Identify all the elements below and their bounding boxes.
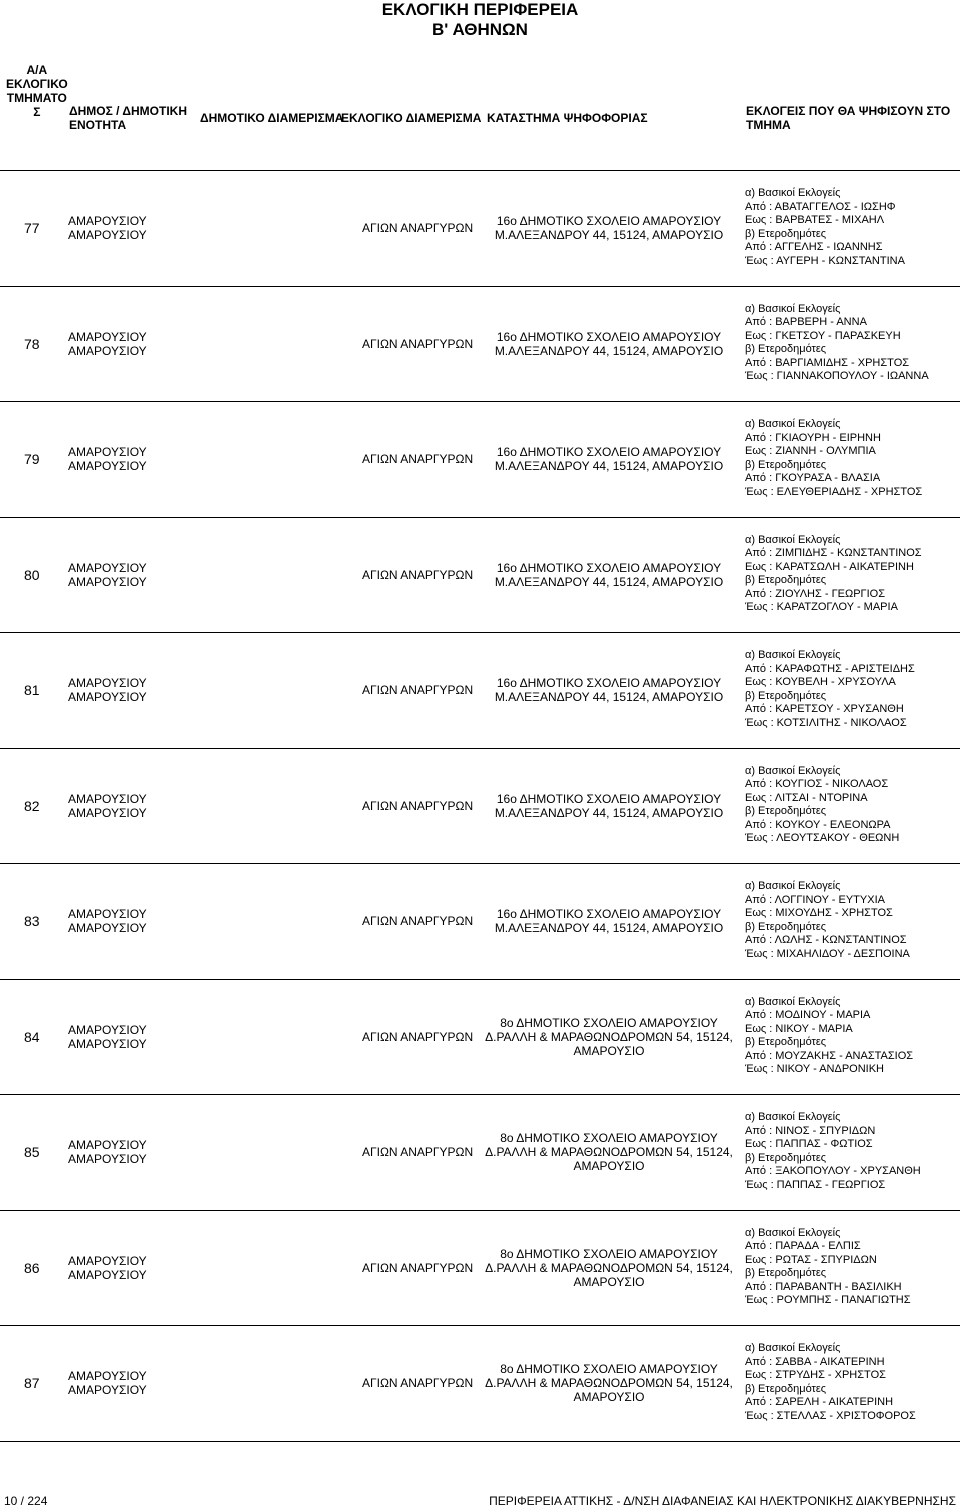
row-number: 87	[24, 1375, 40, 1391]
katastima-line: 16ο ΔΗΜΟΤΙΚΟ ΣΧΟΛΕΙΟ ΑΜΑΡΟΥΣΙΟΥ	[496, 329, 722, 344]
dimos-cell	[68, 330, 147, 358]
dimos-line: ΑΜΑΡΟΥΣΙΟΥ	[68, 676, 147, 690]
dimos-cell	[68, 792, 147, 820]
dimos-cell	[68, 1023, 147, 1051]
eklogiko-cell: ΑΓΙΩΝ ΑΝΑΡΓΥΡΩΝ	[362, 1260, 474, 1275]
katastima-line: ΑΜΑΡΟΥΣΙΟ	[573, 1274, 645, 1289]
eklogiko-cell: ΑΓΙΩΝ ΑΝΑΡΓΥΡΩΝ	[362, 1029, 474, 1044]
katastima-cell	[478, 907, 740, 935]
voters-cell	[745, 765, 899, 847]
row-separator	[0, 170, 960, 171]
voters-line: β) Ετεροδημότες	[745, 343, 827, 356]
voters-cell	[745, 1342, 916, 1424]
header-aa-line: Α/Α	[26, 63, 48, 77]
document-subtitle: Β' ΑΘΗΝΩΝ	[432, 20, 528, 39]
katastima-line: 8ο ΔΗΜΟΤΙΚΟ ΣΧΟΛΕΙΟ ΑΜΑΡΟΥΣΙΟΥ	[500, 1015, 718, 1030]
katastima-line: Δ.ΡΑΛΛΗ & ΜΑΡΑΘΩΝΟΔΡΟΜΩΝ 54, 15124,	[485, 1029, 733, 1044]
voters-line: α) Βασικοί Εκλογείς	[745, 418, 841, 430]
voters-line: Έως : ΑΥΓΕΡΗ - ΚΩΝΣΤΑΝΤΙΝΑ	[745, 254, 905, 267]
dimos-line: ΑΜΑΡΟΥΣΙΟΥ	[68, 1267, 147, 1282]
voters-line: β) Ετεροδημότες	[745, 574, 827, 587]
header-voters	[746, 104, 950, 132]
voters-line: Έως : ΡΟΥΜΠΗΣ - ΠΑΝΑΓΙΩΤΗΣ	[745, 1294, 911, 1307]
voters-line: Εως : ΝΙΚΟΥ - ΜΑΡΙΑ	[745, 1022, 853, 1035]
voters-line: β) Ετεροδημότες	[745, 689, 827, 702]
voters-line: Εως : ΜΙΧΟΥΔΗΣ - ΧΡΗΣΤΟΣ	[745, 907, 893, 920]
voters-line: α) Βασικοί Εκλογείς	[745, 880, 841, 892]
voters-line: Από : ΒΑΡΒΕΡΗ - ΑΝΝΑ	[745, 316, 867, 329]
voters-line: Από : ΚΟΥΓΙΟΣ - ΝΙΚΟΛΑΟΣ	[745, 778, 889, 791]
dimos-line: ΑΜΑΡΟΥΣΙΟΥ	[68, 214, 147, 228]
row-separator	[0, 286, 960, 287]
header-dimotiko: ΔΗΜΟΤΙΚΟ ΔΙΑΜΕΡΙΣΜΑ	[200, 111, 344, 125]
row-number: 78	[24, 335, 40, 352]
voters-line: β) Ετεροδημότες	[745, 1036, 827, 1049]
voters-line: Εως : ΣΤΡΥΔΗΣ - ΧΡΗΣΤΟΣ	[745, 1369, 886, 1382]
voters-line: Από : ΜΟΔΙΝΟΥ - ΜΑΡΙΑ	[745, 1009, 871, 1022]
eklogiko-cell: ΑΓΙΩΝ ΑΝΑΡΓΥΡΩΝ	[362, 1376, 474, 1390]
dimos-line: ΑΜΑΡΟΥΣΙΟΥ	[68, 1022, 147, 1037]
voters-line: Έως : ΠΑΠΠΑΣ - ΓΕΩΡΓΙΟΣ	[745, 1178, 886, 1191]
dimos-line: ΑΜΑΡΟΥΣΙΟΥ	[68, 329, 147, 344]
header-aa-line: ΤΜΗΜΑΤΟ	[6, 91, 67, 105]
page-number: 10 / 224	[4, 1494, 48, 1508]
voters-line: α) Βασικοί Εκλογείς	[745, 1342, 841, 1354]
voters-line: β) Ετεροδημότες	[745, 458, 827, 471]
voters-line: Έως : ΚΟΤΣΙΛΙΤΗΣ - ΝΙΚΟΛΑΟΣ	[745, 716, 907, 729]
dimos-cell	[68, 1254, 147, 1282]
header-dimos-line: ΕΝΟΤΗΤΑ	[69, 118, 127, 132]
row-number: 86	[24, 1259, 40, 1276]
voters-line: Εως : ΡΩΤΑΣ - ΣΠΥΡΙΔΩΝ	[745, 1253, 877, 1266]
footer-organization: ΠΕΡΙΦΕΡΕΙΑ ΑΤΤΙΚΗΣ - Δ/ΝΣΗ ΔΙΑΦΑΝΕΙΑΣ ΚΑΙ ΗΛΕΚΤΡΟΝΙΚΗΣ ΔΙΑΚΥΒΕΡΝΗΣΗΣ	[489, 1494, 956, 1508]
dimos-line: ΑΜΑΡΟΥΣΙΟΥ	[68, 791, 147, 806]
voters-line: Από : ΝΙΝΟΣ - ΣΠΥΡΙΔΩΝ	[745, 1124, 876, 1137]
voters-line: Από : ΚΑΡΑΦΩΤΗΣ - ΑΡΙΣΤΕΙΔΗΣ	[745, 662, 915, 675]
voters-line: α) Βασικοί Εκλογείς	[745, 533, 841, 546]
eklogiko-cell: ΑΓΙΩΝ ΑΝΑΡΓΥΡΩΝ	[362, 683, 474, 697]
katastima-line: 16ο ΔΗΜΟΤΙΚΟ ΣΧΟΛΕΙΟ ΑΜΑΡΟΥΣΙΟΥ	[496, 445, 722, 459]
voters-line: Έως : ΣΤΕΛΛΑΣ - ΧΡΙΣΤΟΦΟΡΟΣ	[745, 1409, 916, 1422]
voters-line: α) Βασικοί Εκλογείς	[745, 1111, 841, 1123]
header-eklogiko: ΕΚΛΟΓΙΚΟ ΔΙΑΜΕΡΙΣΜΑ	[341, 111, 482, 125]
row-separator	[0, 748, 960, 749]
katastima-cell	[478, 1131, 740, 1173]
voters-cell	[745, 187, 905, 269]
katastima-cell	[478, 792, 740, 820]
dimos-line: ΑΜΑΡΟΥΣΙΟΥ	[68, 228, 147, 242]
voters-line: Από : ΠΑΡΑΒΑΝΤΗ - ΒΑΣΙΛΙΚΗ	[745, 1280, 902, 1293]
katastima-cell	[478, 676, 740, 704]
voters-line: Εως : ΠΑΠΠΑΣ - ΦΩΤΙΟΣ	[745, 1138, 873, 1151]
voters-line: α) Βασικοί Εκλογείς	[745, 995, 841, 1008]
voters-line: Από : ΖΙΟΥΛΗΣ - ΓΕΩΡΓΙΟΣ	[745, 587, 886, 600]
voters-cell	[745, 880, 910, 962]
header-dimos-line: ΔΗΜΟΣ / ΔΗΜΟΤΙΚΗ	[69, 104, 187, 118]
dimos-line: ΑΜΑΡΟΥΣΙΟΥ	[68, 445, 147, 459]
voters-line: Από : ΑΓΓΕΛΗΣ - ΙΩΑΝΝΗΣ	[745, 241, 883, 254]
row-separator	[0, 632, 960, 633]
header-aa-line: Σ	[33, 105, 41, 119]
eklogiko-cell: ΑΓΙΩΝ ΑΝΑΡΓΥΡΩΝ	[362, 567, 474, 582]
row-number: 82	[24, 797, 40, 814]
voters-line: α) Βασικοί Εκλογείς	[745, 1226, 841, 1239]
dimos-line: ΑΜΑΡΟΥΣΙΟΥ	[68, 1152, 147, 1166]
voters-cell	[745, 996, 913, 1078]
dimos-line: ΑΜΑΡΟΥΣΙΟΥ	[68, 560, 147, 575]
voters-line: Από : ΠΑΡΑΔΑ - ΕΛΠΙΣ	[745, 1240, 861, 1253]
katastima-cell	[478, 1016, 740, 1058]
header-aa-line: ΕΚΛΟΓΙΚΟ	[6, 77, 68, 91]
katastima-line: 16ο ΔΗΜΟΤΙΚΟ ΣΧΟΛΕΙΟ ΑΜΑΡΟΥΣΙΟΥ	[496, 791, 722, 806]
voters-line: β) Ετεροδημότες	[745, 805, 827, 818]
voters-line: α) Βασικοί Εκλογείς	[745, 302, 841, 315]
dimos-line: ΑΜΑΡΟΥΣΙΟΥ	[68, 459, 147, 473]
voters-line: Έως : ΜΙΧΑΗΛΙΔΟΥ - ΔΕΣΠΟΙΝΑ	[745, 947, 910, 960]
katastima-line: Μ.ΑΛΕΞΑΝΔΡΟΥ 44, 15124, ΑΜΑΡΟΥΣΙΟ	[494, 574, 724, 589]
voters-line: Από : ΣΑΒΒΑ - ΑΙΚΑΤΕΡΙΝΗ	[745, 1355, 885, 1368]
katastima-cell	[478, 445, 740, 473]
voters-line: Από : ΜΟΥΖΑΚΗΣ - ΑΝΑΣΤΑΣΙΟΣ	[745, 1049, 914, 1062]
dimos-line: ΑΜΑΡΟΥΣΙΟΥ	[68, 1369, 147, 1383]
voters-line: Από : ΛΟΓΓΙΝΟΥ - ΕΥΤΥΧΙΑ	[745, 893, 885, 906]
voters-line: Από : ΓΚΙΑΟΥΡΗ - ΕΙΡΗΝΗ	[745, 431, 881, 444]
voters-cell	[745, 534, 922, 616]
voters-line: β) Ετεροδημότες	[745, 227, 827, 240]
voters-line: Από : ΛΩΛΗΣ - ΚΩΝΣΤΑΝΤΙΝΟΣ	[745, 934, 907, 947]
row-number: 80	[24, 566, 40, 583]
voters-line: β) Ετεροδημότες	[745, 1382, 827, 1395]
voters-cell	[745, 1227, 911, 1309]
katastima-cell	[478, 1362, 740, 1404]
eklogiko-cell: ΑΓΙΩΝ ΑΝΑΡΓΥΡΩΝ	[362, 336, 474, 351]
katastima-line: Μ.ΑΛΕΞΑΝΔΡΟΥ 44, 15124, ΑΜΑΡΟΥΣΙΟ	[494, 459, 724, 473]
voters-line: α) Βασικοί Εκλογείς	[745, 764, 841, 777]
dimos-line: ΑΜΑΡΟΥΣΙΟΥ	[68, 574, 147, 589]
voters-line: Από : ΑΒΑΤΑΓΓΕΛΟΣ - ΙΩΣΗΦ	[745, 200, 896, 213]
voters-line: Έως : ΕΛΕΥΘΕΡΙΑΔΗΣ - ΧΡΗΣΤΟΣ	[745, 485, 923, 498]
voters-line: Από : ΚΑΡΕΤΣΟΥ - ΧΡΥΣΑΝΘΗ	[745, 703, 904, 716]
voters-line: Εως : ΒΑΡΒΑΤΕΣ - ΜΙΧΑΗΛ	[745, 214, 885, 227]
katastima-line: ΑΜΑΡΟΥΣΙΟ	[573, 1159, 645, 1173]
voters-line: α) Βασικοί Εκλογείς	[745, 187, 841, 199]
katastima-line: ΑΜΑΡΟΥΣΙΟ	[573, 1390, 645, 1404]
header-voters-line: ΤΜΗΜΑ	[746, 118, 791, 132]
row-number: 83	[24, 913, 40, 929]
dimos-cell	[68, 1369, 147, 1397]
katastima-line: Δ.ΡΑΛΛΗ & ΜΑΡΑΘΩΝΟΔΡΟΜΩΝ 54, 15124,	[485, 1260, 733, 1275]
voters-line: Εως : ΚΑΡΑΤΣΩΛΗ - ΑΙΚΑΤΕΡΙΝΗ	[745, 560, 914, 573]
katastima-line: Δ.ΡΑΛΛΗ & ΜΑΡΑΘΩΝΟΔΡΟΜΩΝ 54, 15124,	[485, 1376, 733, 1390]
eklogiko-cell: ΑΓΙΩΝ ΑΝΑΡΓΥΡΩΝ	[362, 221, 474, 235]
row-separator	[0, 1441, 960, 1442]
katastima-line: 8ο ΔΗΜΟΤΙΚΟ ΣΧΟΛΕΙΟ ΑΜΑΡΟΥΣΙΟΥ	[500, 1246, 718, 1261]
dimos-line: ΑΜΑΡΟΥΣΙΟΥ	[68, 690, 147, 704]
dimos-cell	[68, 907, 147, 935]
voters-cell	[745, 303, 929, 385]
row-separator	[0, 979, 960, 980]
voters-line: Εως : ΖΙΑΝΝΗ - ΟΛΥΜΠΙΑ	[745, 445, 876, 458]
katastima-line: Δ.ΡΑΛΛΗ & ΜΑΡΑΘΩΝΟΔΡΟΜΩΝ 54, 15124,	[485, 1145, 733, 1159]
row-separator	[0, 1325, 960, 1326]
voters-line: Από : ΒΑΡΓΙΑΜΙΔΗΣ - ΧΡΗΣΤΟΣ	[745, 356, 910, 369]
dimos-line: ΑΜΑΡΟΥΣΙΟΥ	[68, 1383, 147, 1397]
voters-line: Εως : ΚΟΥΒΕΛΗ - ΧΡΥΣΟΥΛΑ	[745, 676, 896, 689]
eklogiko-cell: ΑΓΙΩΝ ΑΝΑΡΓΥΡΩΝ	[362, 798, 474, 813]
katastima-cell	[478, 214, 740, 242]
katastima-line: 8ο ΔΗΜΟΤΙΚΟ ΣΧΟΛΕΙΟ ΑΜΑΡΟΥΣΙΟΥ	[500, 1362, 718, 1376]
dimos-line: ΑΜΑΡΟΥΣΙΟΥ	[68, 907, 147, 921]
dimos-line: ΑΜΑΡΟΥΣΙΟΥ	[68, 921, 147, 935]
voters-line: Έως : ΛΕΟΥΤΣΑΚΟΥ - ΘΕΩΝΗ	[745, 832, 900, 845]
dimos-line: ΑΜΑΡΟΥΣΙΟΥ	[68, 805, 147, 820]
voters-line: Εως : ΛΙΤΣΑΙ - ΝΤΟΡΙΝΑ	[745, 791, 868, 804]
row-separator	[0, 1094, 960, 1095]
voters-line: β) Ετεροδημότες	[745, 920, 827, 933]
katastima-line: ΑΜΑΡΟΥΣΙΟ	[573, 1043, 645, 1058]
voters-line: Από : ΓΚΟΥΡΑΣΑ - ΒΛΑΣΙΑ	[745, 472, 881, 485]
katastima-line: 16ο ΔΗΜΟΤΙΚΟ ΣΧΟΛΕΙΟ ΑΜΑΡΟΥΣΙΟΥ	[496, 560, 722, 575]
dimos-line: ΑΜΑΡΟΥΣΙΟΥ	[68, 1253, 147, 1268]
katastima-cell	[478, 1247, 740, 1289]
document-title: ΕΚΛΟΓΙΚΗ ΠΕΡΙΦΕΡΕΙΑ	[381, 0, 579, 19]
row-number: 79	[24, 451, 40, 467]
katastima-line: Μ.ΑΛΕΞΑΝΔΡΟΥ 44, 15124, ΑΜΑΡΟΥΣΙΟ	[494, 343, 724, 358]
header-aa	[6, 63, 68, 119]
header-voters-line: ΕΚΛΟΓΕΙΣ ΠΟΥ ΘΑ ΨΗΦΙΣΟΥΝ ΣΤΟ	[746, 104, 951, 118]
row-number: 81	[24, 682, 40, 698]
dimos-line: ΑΜΑΡΟΥΣΙΟΥ	[68, 343, 147, 358]
katastima-line: Μ.ΑΛΕΞΑΝΔΡΟΥ 44, 15124, ΑΜΑΡΟΥΣΙΟ	[494, 690, 724, 704]
row-number: 77	[24, 220, 40, 236]
voters-line: β) Ετεροδημότες	[745, 1267, 827, 1280]
dimos-cell	[68, 561, 147, 589]
voters-line: Από : ΣΑΡΕΛΗ - ΑΙΚΑΤΕΡΙΝΗ	[745, 1396, 894, 1409]
row-separator	[0, 401, 960, 402]
row-number: 85	[24, 1144, 40, 1160]
katastima-cell	[478, 561, 740, 589]
eklogiko-cell: ΑΓΙΩΝ ΑΝΑΡΓΥΡΩΝ	[362, 452, 474, 466]
row-separator	[0, 1210, 960, 1211]
katastima-line: 16ο ΔΗΜΟΤΙΚΟ ΣΧΟΛΕΙΟ ΑΜΑΡΟΥΣΙΟΥ	[496, 907, 722, 921]
header-dimos	[69, 104, 187, 132]
eklogiko-cell: ΑΓΙΩΝ ΑΝΑΡΓΥΡΩΝ	[362, 914, 474, 928]
katastima-line: 16ο ΔΗΜΟΤΙΚΟ ΣΧΟΛΕΙΟ ΑΜΑΡΟΥΣΙΟΥ	[496, 676, 722, 690]
katastima-line: 16ο ΔΗΜΟΤΙΚΟ ΣΧΟΛΕΙΟ ΑΜΑΡΟΥΣΙΟΥ	[496, 214, 722, 228]
dimos-line: ΑΜΑΡΟΥΣΙΟΥ	[68, 1138, 147, 1152]
voters-line: Έως : ΚΑΡΑΤΖΟΓΛΟΥ - ΜΑΡΙΑ	[745, 601, 898, 614]
voters-line: α) Βασικοί Εκλογείς	[745, 649, 841, 661]
katastima-cell	[478, 330, 740, 358]
voters-line: β) Ετεροδημότες	[745, 1151, 827, 1164]
katastima-line: 8ο ΔΗΜΟΤΙΚΟ ΣΧΟΛΕΙΟ ΑΜΑΡΟΥΣΙΟΥ	[500, 1131, 718, 1145]
row-separator	[0, 863, 960, 864]
row-separator	[0, 517, 960, 518]
voters-line: Από : ΞΑΚΟΠΟΥΛΟΥ - ΧΡΥΣΑΝΘΗ	[745, 1165, 921, 1178]
voters-line: Έως : ΝΙΚΟΥ - ΑΝΔΡΟΝΙΚΗ	[745, 1063, 884, 1076]
voters-line: Από : ΖΙΜΠΙΔΗΣ - ΚΩΝΣΤΑΝΤΙΝΟΣ	[745, 547, 922, 560]
voters-cell	[745, 1111, 921, 1193]
katastima-line: Μ.ΑΛΕΞΑΝΔΡΟΥ 44, 15124, ΑΜΑΡΟΥΣΙΟ	[494, 921, 724, 935]
voters-cell	[745, 649, 915, 731]
voters-line: Από : ΚΟΥΚΟΥ - ΕΛΕΟΝΩΡΑ	[745, 818, 891, 831]
header-katastima: ΚΑΤΑΣΤΗΜΑ ΨΗΦΟΦΟΡΙΑΣ	[487, 111, 648, 125]
dimos-cell	[68, 1138, 147, 1166]
voters-line: Εως : ΓΚΕΤΣΟΥ - ΠΑΡΑΣΚΕΥΗ	[745, 329, 901, 342]
dimos-cell	[68, 214, 147, 242]
katastima-line: Μ.ΑΛΕΞΑΝΔΡΟΥ 44, 15124, ΑΜΑΡΟΥΣΙΟ	[494, 805, 724, 820]
voters-cell	[745, 418, 922, 500]
voters-line: Έως : ΓΙΑΝΝΑΚΟΠΟΥΛΟΥ - ΙΩΑΝΝΑ	[745, 370, 929, 383]
eklogiko-cell: ΑΓΙΩΝ ΑΝΑΡΓΥΡΩΝ	[362, 1145, 474, 1159]
row-number: 84	[24, 1028, 40, 1045]
dimos-line: ΑΜΑΡΟΥΣΙΟΥ	[68, 1036, 147, 1051]
katastima-line: Μ.ΑΛΕΞΑΝΔΡΟΥ 44, 15124, ΑΜΑΡΟΥΣΙΟ	[494, 228, 724, 242]
dimos-cell	[68, 676, 147, 704]
dimos-cell	[68, 445, 147, 473]
